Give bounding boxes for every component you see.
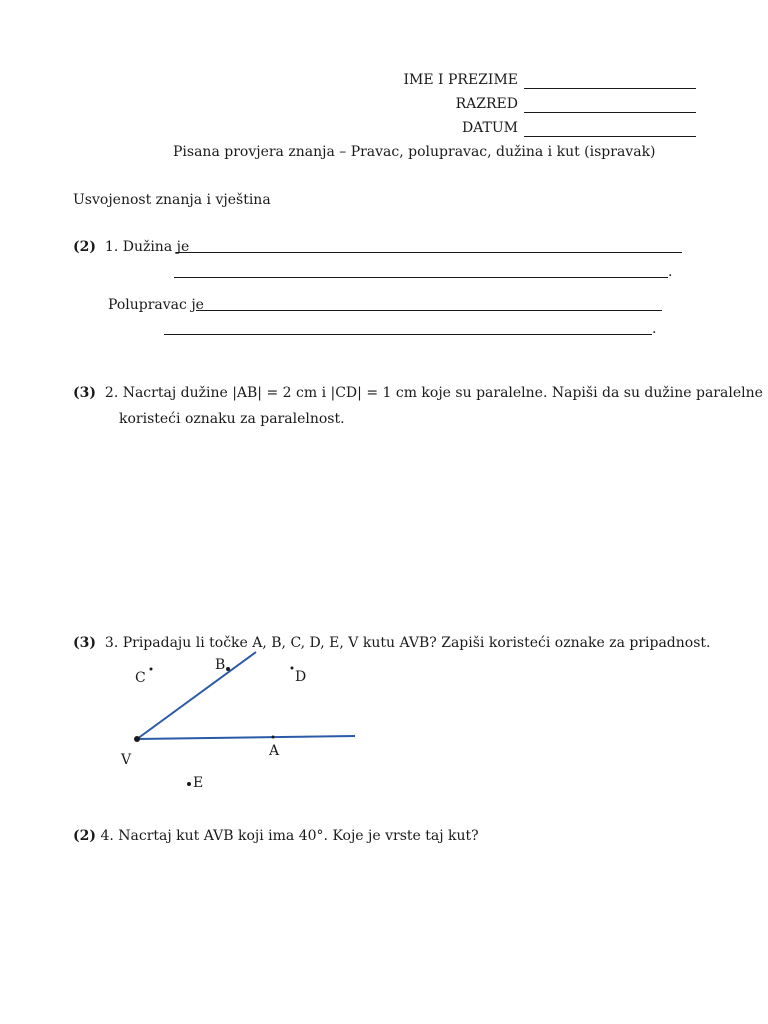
q1-answer-line-1[interactable] [176, 240, 682, 253]
q1-sub-answer-line-2[interactable] [164, 322, 652, 335]
point-v [134, 736, 140, 742]
class-field[interactable] [524, 100, 696, 113]
point-b [226, 667, 230, 671]
q4-points: (2) [73, 828, 96, 844]
q2-points: (3) [73, 385, 96, 401]
label-b: B [215, 657, 226, 673]
label-a: A [269, 743, 280, 759]
point-a [272, 736, 275, 739]
label-d: D [295, 669, 307, 685]
q1-text: 1. Dužina je [104, 239, 190, 255]
q2-text-cont: koristeći oznaku za paralelnost. [119, 411, 345, 427]
date-label: DATUM [461, 120, 518, 136]
ray-vb [137, 652, 256, 739]
q1-sub-line2-end: . [652, 321, 657, 337]
q4-line [73, 828, 479, 844]
name-field[interactable] [524, 76, 696, 89]
q1-answer-line-2[interactable] [174, 265, 668, 278]
angle-figure [0, 640, 768, 810]
page-title: Pisana provjera znanja – Pravac, polupravac, dužina i kut (ispravak) [173, 144, 656, 160]
label-c: C [135, 670, 146, 686]
ray-va [137, 736, 355, 739]
q1-line [73, 239, 189, 255]
q1-sub-text: Polupravac je [108, 297, 204, 313]
point-d [291, 667, 294, 670]
q3-text: 3. Pripadaju li točke A, B, C, D, E, V kutu AVB? Zapiši koristeći oznake za pripadnost. [104, 635, 711, 651]
q2-text: 2. Nacrtaj dužine |AB| = 2 cm i |CD| = 1 cm koje su paralelne. Napiši da su dužine paralelne [104, 385, 763, 401]
q1-points: (2) [73, 239, 96, 255]
q2-line [73, 385, 763, 401]
point-c [150, 668, 153, 671]
section-title: Usvojenost znanja i vještina [73, 192, 271, 208]
q4-text: 4. Nacrtaj kut AVB koji ima 40°. Koje je vrste taj kut? [100, 828, 479, 844]
class-label: RAZRED [455, 96, 518, 112]
name-label: IME I PREZIME [403, 72, 518, 88]
point-e [187, 782, 191, 786]
label-v: V [121, 752, 132, 768]
q3-points: (3) [73, 635, 96, 651]
q1-sub-answer-line-1[interactable] [196, 298, 662, 311]
q1-line2-end: . [668, 264, 673, 280]
date-field[interactable] [524, 124, 696, 137]
label-e: E [193, 775, 204, 791]
